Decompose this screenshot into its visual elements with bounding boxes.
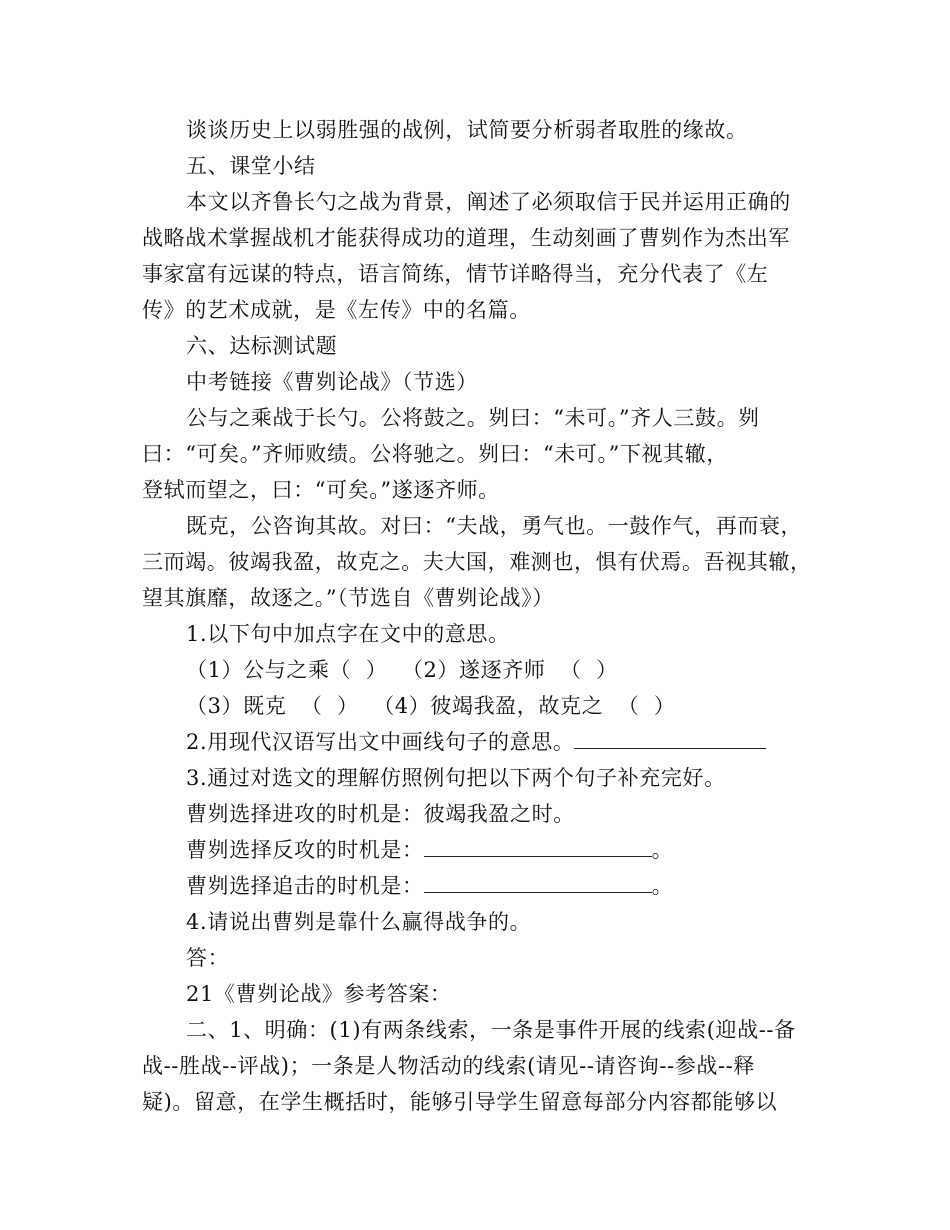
excerpt-line-4: 既克，公咨询其故。对曰：“夫战，勇气也。一鼓作气，再而衰，: [186, 514, 803, 538]
answer-label: 答：: [186, 946, 230, 970]
summary-line-1: 本文以齐鲁长勺之战为背景，阐述了必须取信于民并运用正确的: [186, 190, 791, 214]
excerpt-line-2: 曰：“可矣。”齐师败绩。公将驰之。刿曰：“未可。”下视其辙，: [142, 442, 728, 466]
excerpt-line-3: 登轼而望之，曰：“可矣。”遂逐齐师。: [142, 478, 500, 502]
exam-link-title: 中考链接《曹刿论战》（节选）: [186, 370, 478, 394]
pursuit-label: 曹刿选择追击的时机是：: [186, 874, 424, 898]
heading-test-questions: 六、达标测试题: [186, 334, 338, 358]
counterattack-label: 曹刿选择反攻的时机是：: [186, 838, 424, 862]
answer-blank: [424, 874, 652, 893]
excerpt-line-5: 三而竭。彼竭我盈，故克之。夫大国，难测也，惧有伏焉。吾视其辙，: [142, 550, 812, 574]
summary-line-4: 传》的艺术成就，是《左传》中的名篇。: [142, 298, 531, 322]
answer-blank: [424, 838, 652, 857]
question-1-items-a: （1）公与之乘（ ） （2）遂逐齐师 （ ）: [186, 658, 618, 682]
question-4: 4.请说出曹刿是靠什么赢得战争的。: [186, 910, 532, 934]
question-3-pursuit: [0, 868, 673, 904]
paragraph-discussion: 谈谈历史上以弱胜强的战例，试简要分析弱者取胜的缘故。: [186, 118, 748, 142]
question-1: 1.以下句中加点字在文中的意思。: [186, 622, 510, 646]
question-3-counterattack: [0, 832, 673, 868]
summary-line-3: 事家富有远谋的特点，语言简练，情节详略得当，充分代表了《左: [142, 262, 769, 286]
reference-answers-title: 21《曹刿论战》参考答案：: [186, 982, 452, 1006]
reference-line-2: 战--胜战--评战)；一条是人物活动的线索(请见--请咨询--参战--释: [142, 1054, 755, 1078]
question-3: 3.通过对选文的理解仿照例句把以下两个句子补充完好。: [186, 766, 726, 790]
excerpt-line-6: 望其旗靡，故逐之。”（节选自《曹刿论战》）: [142, 586, 554, 610]
question-2-text: 2.用现代汉语写出文中画线句子的意思。: [186, 730, 575, 754]
reference-line-1: 二、1、明确：(1)有两条线索，一条是事件开展的线索(迎战--备: [186, 1018, 796, 1042]
excerpt-line-1: 公与之乘战于长勺。公将鼓之。刿曰：“未可。”齐人三鼓。刿: [186, 406, 760, 430]
question-1-items-b: （3）既克 （ ） （4）彼竭我盈，故克之 （ ）: [186, 694, 676, 718]
question-2: [0, 724, 766, 760]
period: 。: [651, 874, 674, 898]
question-3-example: 曹刿选择进攻的时机是：彼竭我盈之时。: [186, 802, 575, 826]
heading-class-summary: 五、课堂小结: [186, 154, 316, 178]
period: 。: [651, 838, 674, 862]
reference-line-3: 疑)。留意，在学生概括时，能够引导学生留意每部分内容都能够以: [142, 1090, 778, 1114]
summary-line-2: 战略战术掌握战机才能获得成功的道理，生动刻画了曹刿作为杰出军: [142, 226, 790, 250]
answer-blank: [574, 730, 766, 749]
